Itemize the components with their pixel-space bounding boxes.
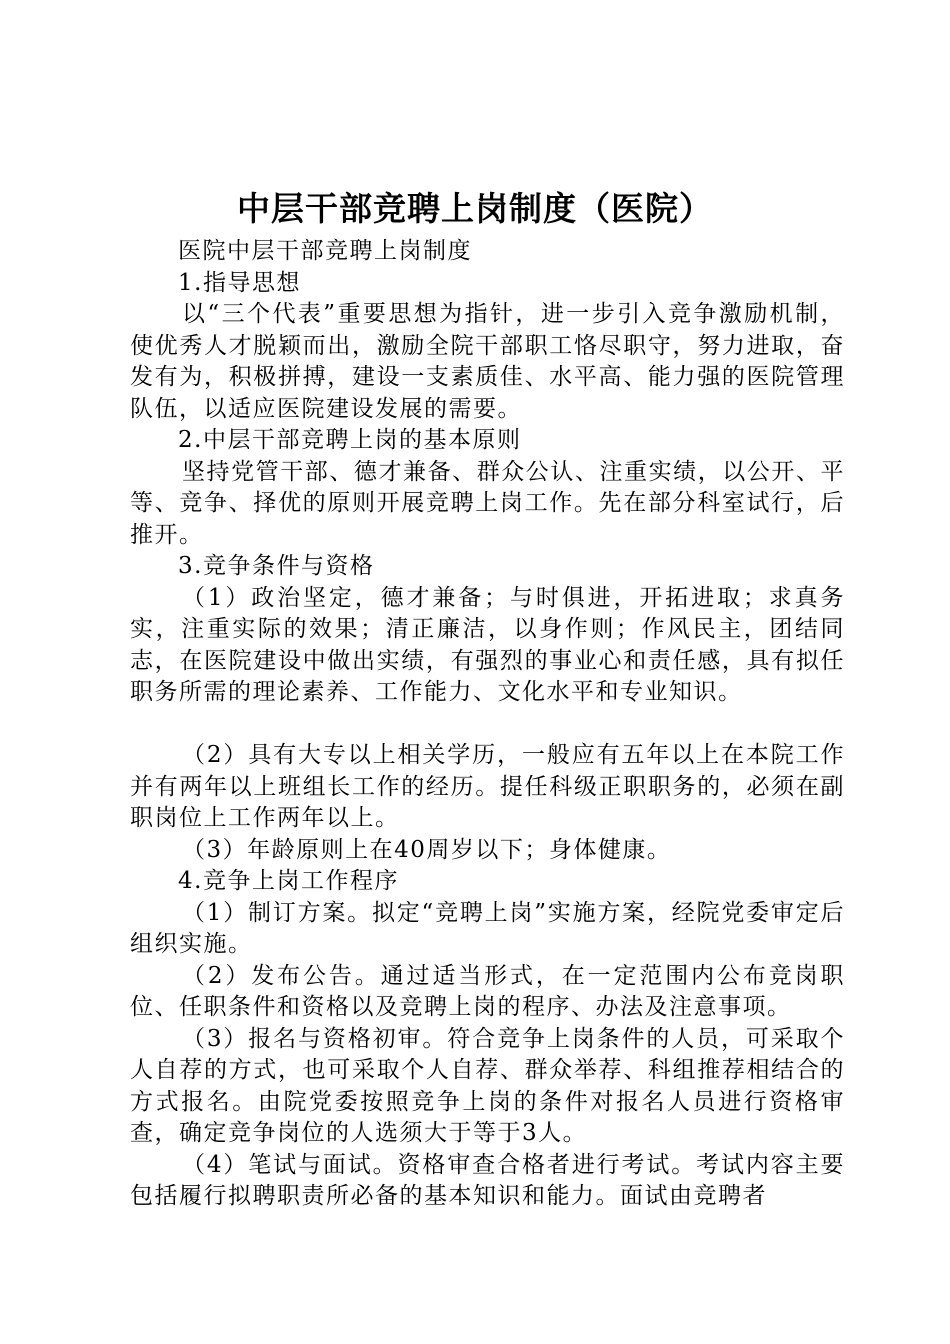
section-heading: 1.指导思想 [178,269,301,296]
blank-line [130,709,845,741]
section-heading: 4.竞争上岗工作程序 [178,868,399,894]
body-paragraph: （3）年龄原则上在40周岁以下；身体健康。 [182,836,672,863]
body-paragraph: （2）具有大专以上相关学历，一般应有五年以上在本院工作并有两年以上班组长工作的经历。提任科级正职职务的，必须在副职岗位上工作两年以上。 [130,742,845,831]
section-heading: 2.中层干部竞聘上岗的基本原则 [178,427,522,453]
body-paragraph: （3）报名与资格初审。符合竞争上岗条件的人员，可采取个人自荐的方式，也可采取个人自荐、群众举荐、科组推荐相结合的方式报名。由院党委按照竞争上岗的条件对报名人员进行资格审查，确定竞争岗位的人选须大于等于3人。 [130,1025,845,1146]
document-title: 中层干部竞聘上岗制度（医院） [237,189,713,228]
body-paragraph: （4）笔试与面试。资格审查合格者进行考试。考试内容主要包括履行拟聘职责所必备的基本知识和能力。面试由竞聘者 [130,1151,845,1209]
body-paragraph: （1）政治坚定，德才兼备；与时俱进，开拓进取；求真务实，注重实际的效果；清正廉洁，以身作则；作风民主，团结同志，在医院建设中做出实绩，有强烈的事业心和责任感，具有拟任职务所需的理论素养、工作能力、文化水平和专业知识。 [130,584,845,705]
body-paragraph: （1）制订方案。拟定“竞聘上岗”实施方案，经院党委审定后组织实施。 [130,899,845,957]
section-heading: 3.竞争条件与资格 [178,553,375,579]
body-paragraph: 以“三个代表”重要思想为指针，进一步引入竞争激励机制，使优秀人才脱颖而出，激励全院干部职工恪尽职守，努力进取，奋发有为，积极拼搏，建设一支素质佳、水平高、能力强的医院管理队伍，以适应医院建设发展的需要。 [130,301,845,422]
section-heading: 医院中层干部竞聘上岗制度 [178,238,472,264]
body-paragraph: （2）发布公告。通过适当形式，在一定范围内公布竞岗职位、任职条件和资格以及竞聘上岗的程序、办法及注意事项。 [130,962,845,1020]
document-body [130,236,845,1213]
body-paragraph: 坚持党管干部、德才兼备、群众公认、注重实绩，以公开、平等、竞争、择优的原则开展竞聘上岗工作。先在部分科室试行，后推开。 [130,458,845,548]
